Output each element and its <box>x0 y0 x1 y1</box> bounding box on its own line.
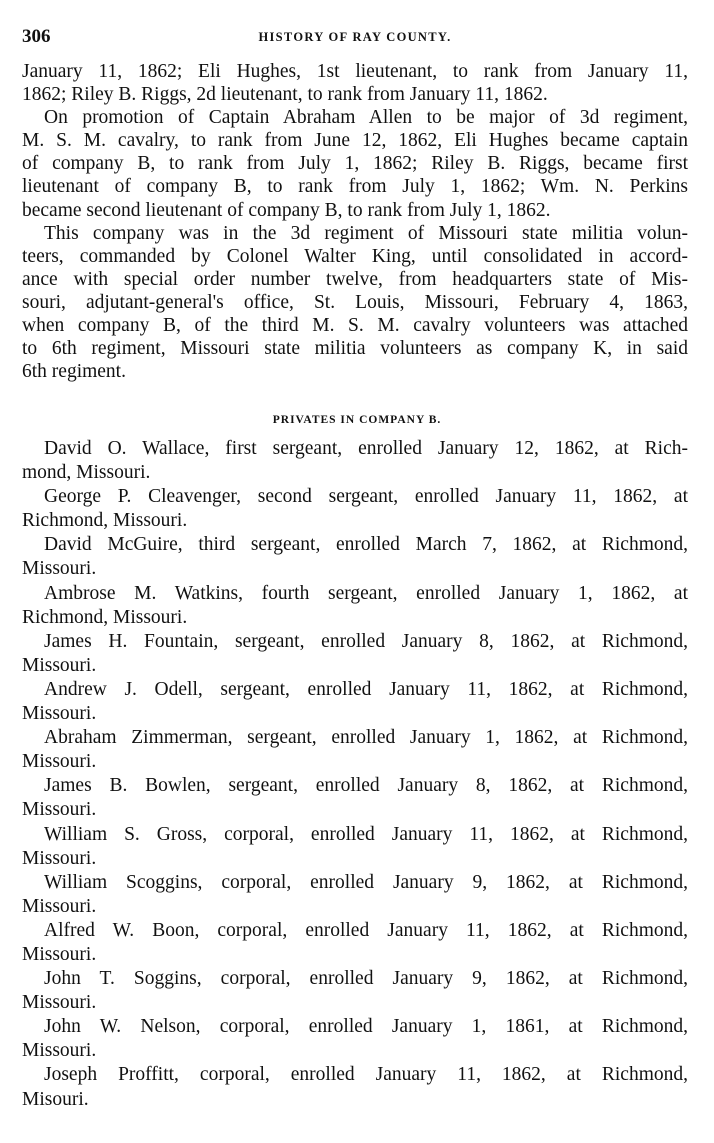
list-item <box>22 823 688 871</box>
entry-line: Alfred W. Boon, corporal, enrolled January 11, 1862, at Richmond, <box>44 919 688 941</box>
entry-line: Missouri. <box>22 558 97 580</box>
text-line: teers, commanded by Colonel Walter King, until consolidated in accord- <box>22 245 688 267</box>
page-number: 306 <box>22 26 51 47</box>
entry-line: Missouri. <box>22 799 97 821</box>
body-text <box>22 60 688 383</box>
entry-line: David O. Wallace, first sergeant, enrolled January 12, 1862, at Rich- <box>44 438 688 459</box>
text-line: On promotion of Captain Abraham Allen to be major of 3d regiment, <box>44 107 688 129</box>
list-item <box>22 582 688 630</box>
page-header <box>22 26 688 50</box>
entry-line: Missouri. <box>22 654 97 676</box>
entry-line: Misouri. <box>22 1088 89 1110</box>
text-line: to 6th regiment, Missouri state militia volunteers as company K, in said <box>22 338 688 360</box>
entry-line: David McGuire, third sergeant, enrolled March 7, 1862, at Richmond, <box>44 534 688 556</box>
text-line: 6th regiment. <box>22 361 126 383</box>
paragraph <box>22 60 688 106</box>
entry-line: Richmond, Missouri. <box>22 510 188 532</box>
list-item <box>22 967 688 1015</box>
list-item <box>22 437 688 485</box>
paragraph <box>22 222 688 384</box>
privates-list <box>22 437 688 1112</box>
entry-line: William S. Gross, corporal, enrolled January 11, 1862, at Richmond, <box>44 823 688 845</box>
entry-line: John W. Nelson, corporal, enrolled January 1, 1861, at Richmond, <box>44 1016 688 1038</box>
entry-line: Abraham Zimmerman, sergeant, enrolled January 1, 1862, at Richmond, <box>44 727 688 749</box>
text-line: souri, adjutant-general's office, St. Louis, Missouri, February 4, 1863, <box>22 291 688 313</box>
entry-line: William Scoggins, corporal, enrolled January 9, 1862, at Richmond, <box>44 871 688 893</box>
entry-line: Missouri. <box>22 847 97 869</box>
entry-line: Ambrose M. Watkins, fourth sergeant, enrolled January 1, 1862, at <box>44 582 688 604</box>
text-line: lieutenant of company B, to rank from July 1, 1862; Wm. N. Perkins <box>22 176 688 198</box>
list-item <box>22 678 688 726</box>
entry-line: James H. Fountain, sergeant, enrolled January 8, 1862, at Richmond, <box>44 630 688 652</box>
text-line: This company was in the 3d regiment of Missouri state militia volun- <box>44 222 688 244</box>
entry-line: Missouri. <box>22 751 97 773</box>
running-title: HISTORY OF RAY COUNTY. <box>258 30 452 44</box>
entry-line: Missouri. <box>22 992 97 1014</box>
list-item <box>22 774 688 822</box>
entry-line: Missouri. <box>22 703 97 725</box>
text-line: when company B, of the third M. S. M. cavalry volunteers was attached <box>22 315 688 337</box>
text-line: ance with special order number twelve, from headquarters state of Mis- <box>22 268 688 290</box>
entry-line: Missouri. <box>22 895 97 917</box>
text-line: became second lieutenant of company B, to rank from July 1, 1862. <box>22 199 551 221</box>
list-item <box>22 919 688 967</box>
list-item <box>22 726 688 774</box>
text-line: January 11, 1862; Eli Hughes, 1st lieutenant, to rank from January 11, <box>22 61 688 82</box>
entry-line: Missouri. <box>22 943 97 965</box>
list-item <box>22 630 688 678</box>
entry-line: John T. Soggins, corporal, enrolled January 9, 1862, at Richmond, <box>44 968 688 990</box>
text-line: M. S. M. cavalry, to rank from June 12, 1862, Eli Hughes became captain <box>22 130 688 152</box>
list-item <box>22 485 688 533</box>
list-item <box>22 533 688 581</box>
entry-line: mond, Missouri. <box>22 462 151 484</box>
list-item <box>22 871 688 919</box>
text-line: of company B, to rank from July 1, 1862; Riley B. Riggs, became first <box>22 153 688 175</box>
entry-line: George P. Cleavenger, second sergeant, enrolled January 11, 1862, at <box>44 486 688 508</box>
entry-line: Missouri. <box>22 1040 97 1062</box>
entry-line: Andrew J. Odell, sergeant, enrolled January 11, 1862, at Richmond, <box>44 678 688 700</box>
paragraph <box>22 106 688 221</box>
section-heading: PRIVATES IN COMPANY B. <box>272 414 442 426</box>
entry-line: James B. Bowlen, sergeant, enrolled January 8, 1862, at Richmond, <box>44 775 688 797</box>
list-item <box>22 1063 688 1111</box>
text-line: 1862; Riley B. Riggs, 2d lieutenant, to rank from January 11, 1862. <box>22 84 548 106</box>
entry-line: Joseph Proffitt, corporal, enrolled January 11, 1862, at Richmond, <box>44 1064 688 1086</box>
list-item <box>22 1015 688 1063</box>
entry-line: Richmond, Missouri. <box>22 606 188 628</box>
